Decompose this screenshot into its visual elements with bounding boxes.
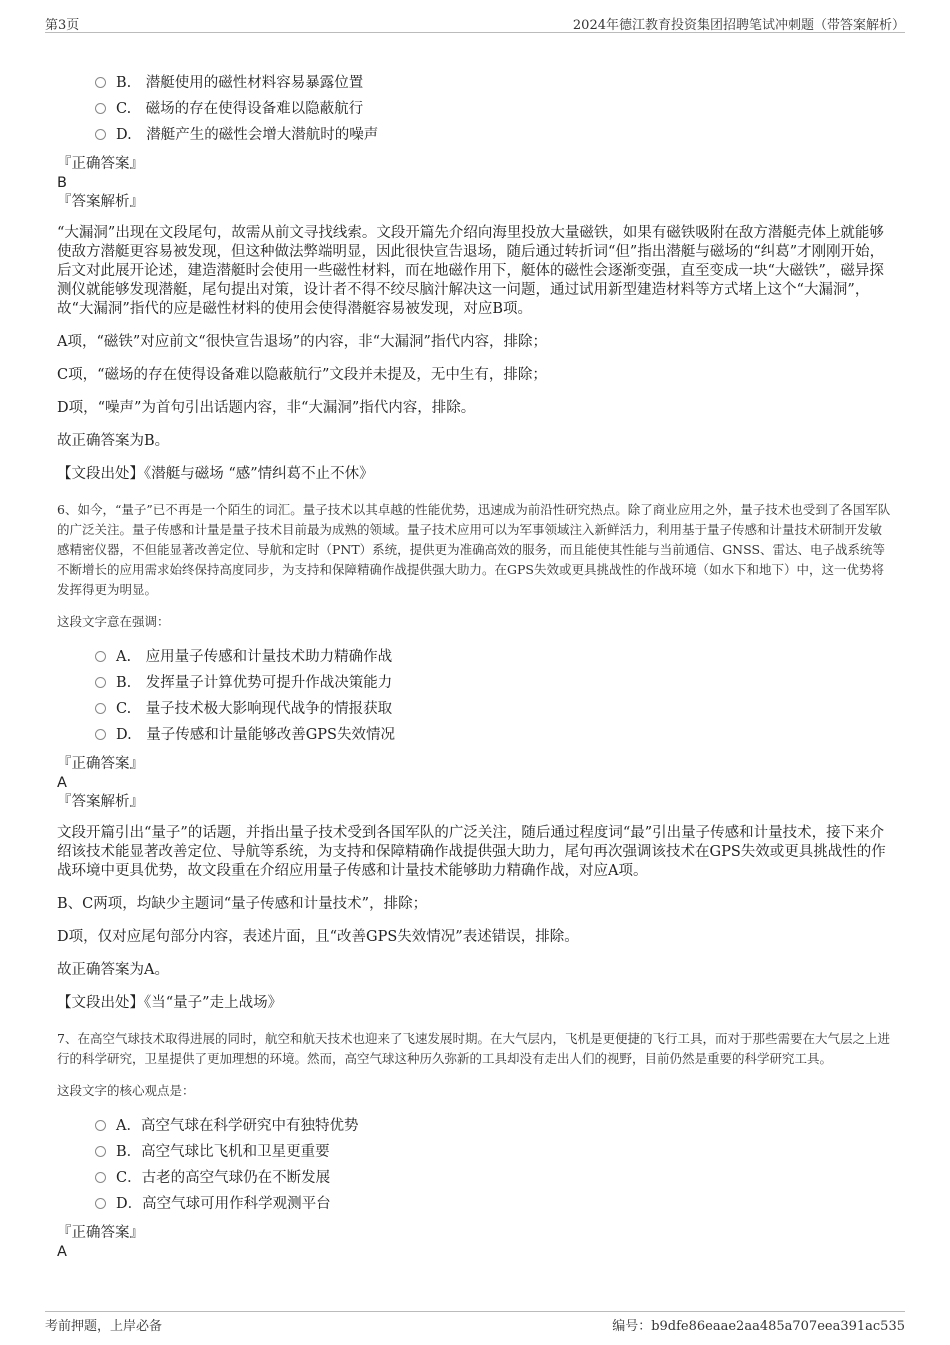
footer-slogan: 考前押题，上岸必备 — [45, 1319, 163, 1334]
radio-icon[interactable] — [95, 1146, 106, 1157]
question-7-prompt: 这段文字的核心观点是： — [57, 1083, 195, 1098]
answer-label: 『正确答案』 — [57, 756, 144, 772]
source-citation: 【文段出处】《当“量子”走上战场》 — [57, 995, 283, 1011]
option-c-note: C项，“磁场的存在使得设备难以隐蔽航行”文段并未提及，无中生有，排除； — [57, 367, 547, 383]
question-6-stem: 6、如今，“量子”已不再是一个陌生的词汇。量子技术以其卓越的性能优势，迅速成为前沿性研究热点。除了商业应用之外，量子技术也受到了各国军队的广泛关注。量子传感和计量是量子技术目前最为成熟的领域。量子技术应用可以为军事领域注入新鲜活力，利用基于量子传感和计量技术研制开发敏感精密仪器，不但能显著改善定位、导航和定时（PNT）系统，提供更为准确高效的服务，而且能使其性能与当前通信、GNSS、雷达、电子战系统等不断增长的应用需求始终保持高度同步，为支持和保障精确作战提供强大助力。在GPS失效或更具挑战性的作战环境（如水下和地下）中，这一优势将发挥得更为明显。 — [57, 502, 891, 597]
radio-icon[interactable] — [95, 1198, 106, 1209]
answer-value: B — [57, 175, 67, 191]
radio-icon[interactable] — [95, 77, 106, 88]
page-header — [45, 12, 905, 33]
document-body — [57, 70, 893, 1261]
page-footer — [45, 1311, 905, 1334]
option-a[interactable]: A. 应用量子传感和计量技术助力精确作战 — [95, 644, 893, 670]
question-6-prompt: 这段文字意在强调： — [57, 614, 170, 629]
radio-icon[interactable] — [95, 703, 106, 714]
option-a[interactable]: A．高空气球在科学研究中有独特优势 — [95, 1113, 893, 1139]
radio-icon[interactable] — [95, 1120, 106, 1131]
option-c[interactable]: C. 磁场的存在使得设备难以隐蔽航行 — [95, 96, 893, 122]
document-id: 编号：b9dfe86eaae2aa485a707eea391ac535 — [612, 1319, 905, 1334]
answer-label: 『正确答案』 — [57, 1225, 144, 1241]
option-d-note: D项，“噪声”为首句引出话题内容，非“大漏洞”指代内容，排除。 — [57, 400, 476, 416]
question-7-options — [57, 1113, 893, 1217]
conclusion: 故正确答案为A。 — [57, 962, 169, 978]
option-a-note: A项，“磁铁”对应前文“很快宣告退场”的内容，非“大漏洞”指代内容，排除； — [57, 334, 547, 350]
radio-icon[interactable] — [95, 651, 106, 662]
question-6-options — [57, 644, 893, 748]
option-d[interactable]: D. 潜艇产生的磁性会增大潜航时的噪声 — [95, 122, 893, 148]
option-d-note: D项，仅对应尾句部分内容，表述片面，且“改善GPS失效情况”表述错误，排除。 — [57, 929, 579, 945]
option-b[interactable]: B. 潜艇使用的磁性材料容易暴露位置 — [95, 70, 893, 96]
answer-label: 『正确答案』 — [57, 156, 144, 172]
radio-icon[interactable] — [95, 677, 106, 688]
answer-value: A — [57, 1244, 67, 1260]
analysis-label: 『答案解析』 — [57, 794, 144, 810]
option-c[interactable]: C. 量子技术极大影响现代战争的情报获取 — [95, 696, 893, 722]
analysis-text: 文段开篇引出“量子”的话题，并指出量子技术受到各国军队的广泛关注，随后通过程度词“最”引出量子传感和计量技术，接下来介绍该技术能显著改善定位、导航等系统，为支持和保障精确作战提供强大助力，尾句再次强调该技术在GPS失效或更具挑战性的作战环境中更具优势，故文段重在介绍应用量子传感和计量技术能够助力精确作战，对应A项。 — [57, 825, 886, 879]
analysis-label: 『答案解析』 — [57, 194, 144, 210]
option-b[interactable]: B. 发挥量子计算优势可提升作战决策能力 — [95, 670, 893, 696]
radio-icon[interactable] — [95, 1172, 106, 1183]
option-c[interactable]: C．古老的高空气球仍在不断发展 — [95, 1165, 893, 1191]
question-7-stem: 7、在高空气球技术取得进展的同时，航空和航天技术也迎来了飞速发展时期。在大气层内，飞机是更便捷的飞行工具，而对于那些需要在大气层之上进行的科学研究，卫星提供了更加理想的环境。然而，高空气球这种历久弥新的工具却没有走出人们的视野，目前仍然是重要的科学研究工具。 — [57, 1031, 890, 1066]
question-5-options — [57, 70, 893, 148]
radio-icon[interactable] — [95, 129, 106, 140]
document-title: 2024年德江教育投资集团招聘笔试冲刺题（带答案解析） — [572, 18, 905, 33]
source-citation: 【文段出处】《潜艇与磁场 “感”情纠葛不止不休》 — [57, 466, 374, 482]
option-d[interactable]: D．高空气球可用作科学观测平台 — [95, 1191, 893, 1217]
answer-value: A — [57, 775, 67, 791]
option-b[interactable]: B．高空气球比飞机和卫星更重要 — [95, 1139, 893, 1165]
radio-icon[interactable] — [95, 729, 106, 740]
conclusion: 故正确答案为B。 — [57, 433, 170, 449]
option-d[interactable]: D. 量子传感和计量能够改善GPS失效情况 — [95, 722, 893, 748]
option-bc-note: B、C两项，均缺少主题词“量子传感和计量技术”，排除； — [57, 896, 428, 912]
page-number: 第3页 — [45, 18, 80, 33]
analysis-text: “大漏洞”出现在文段尾句，故需从前文寻找线索。文段开篇先介绍向海里投放大量磁铁，如果有磁铁吸附在敌方潜艇壳体上就能够使敌方潜艇更容易被发现，但这种做法弊端明显，因此很快宣告退场，随后通过转折词“但”指出潜艇与磁场的“纠葛”才刚刚开始，后文对此展开论述，建造潜艇时会使用一些磁性材料，而在地磁作用下，艇体的磁性会逐渐变强，直至变成一块“大磁铁”，磁异探测仪就能够发现潜艇，尾句提出对策，设计者不得不绞尽脑汁解决这一问题，通过试用新型建造材料等方式堵上这个“大漏洞”，故“大漏洞”指代的应是磁性材料的使用会使得潜艇容易被发现，对应B项。 — [57, 225, 885, 317]
radio-icon[interactable] — [95, 103, 106, 114]
